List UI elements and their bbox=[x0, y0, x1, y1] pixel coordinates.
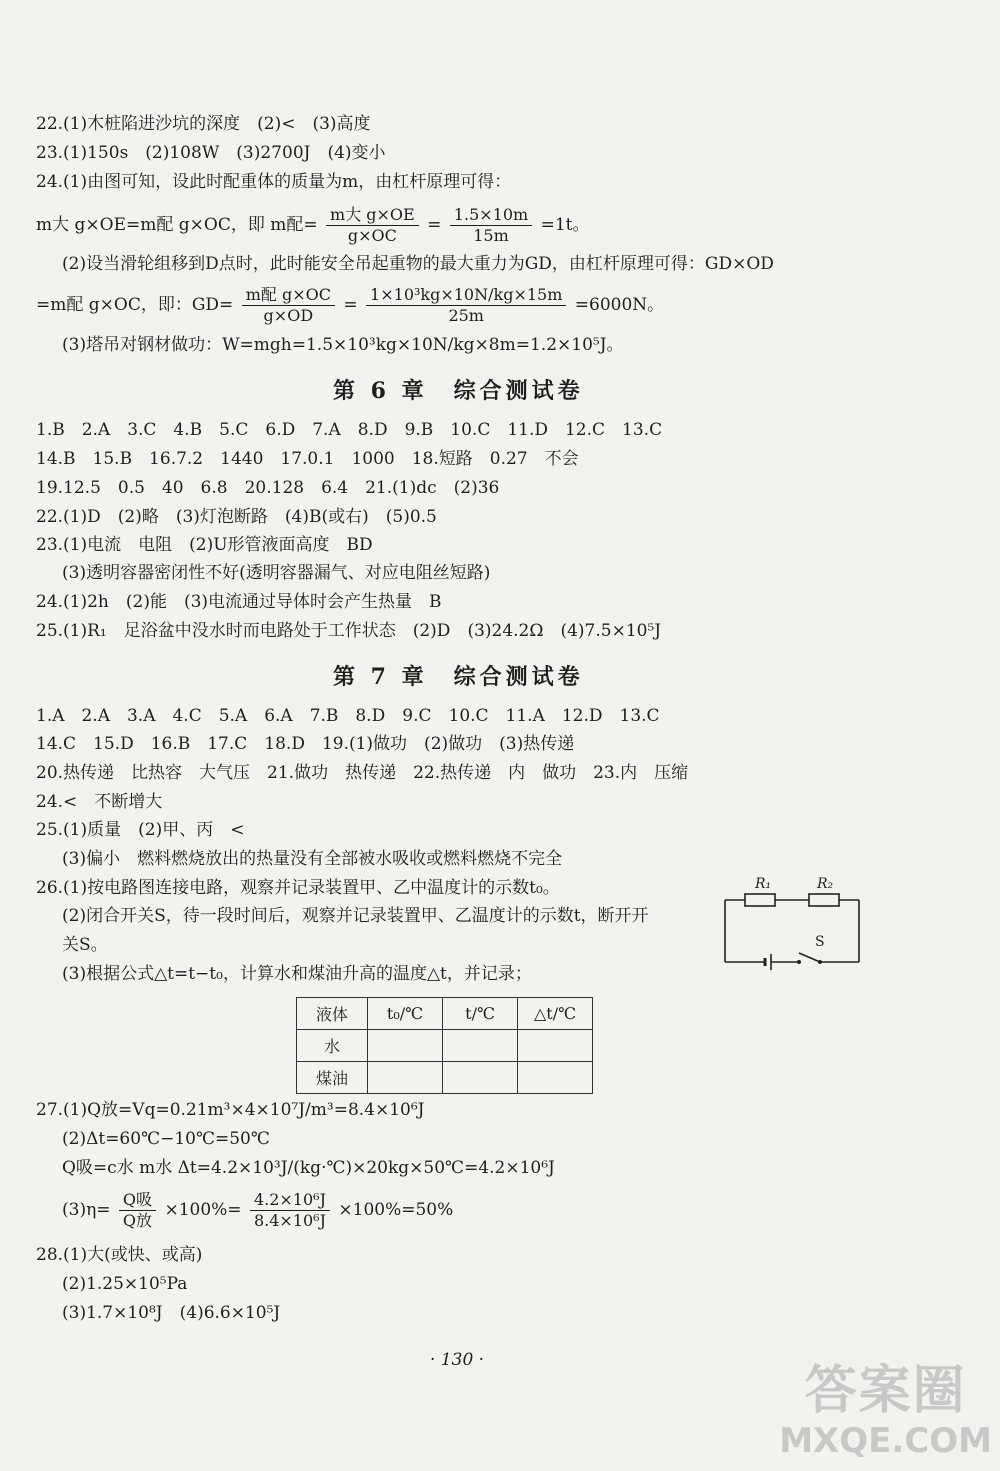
table-cell bbox=[443, 1030, 518, 1062]
table-cell: 煤油 bbox=[297, 1062, 368, 1094]
chapter-6-heading: 第 6 章 综合测试卷 bbox=[333, 378, 584, 404]
ch6-line: (3)透明容器密闭性不好(透明容器漏气、对应电阻丝短路) bbox=[62, 563, 491, 583]
ch6-line: 25.(1)R₁ 足浴盆中没水时而电路处于工作状态 (2)D (3)24.2Ω (4)7.5×10⁵J bbox=[36, 621, 662, 641]
table-row bbox=[297, 1030, 593, 1062]
answer-22: 22.(1)木桩陷进沙坑的深度 (2)< (3)高度 bbox=[36, 114, 371, 134]
ch7-line: 1.A 2.A 3.A 4.C 5.A 6.A 7.B 8.D 9.C 10.C 11.A 12.D 13.C bbox=[36, 706, 660, 726]
watermark-url: MXQE.COM bbox=[779, 1421, 992, 1461]
table-cell bbox=[443, 1062, 518, 1094]
fraction: $\frac{\text{1×10³kg×10N/kg×15m}}{25m}$ bbox=[366, 285, 566, 326]
answer-27-1: 27.(1)Q放=Vq=0.21m³×4×10⁷J/m³=8.4×10⁶J bbox=[36, 1100, 425, 1120]
resistor-r1 bbox=[745, 894, 775, 906]
circuit-diagram bbox=[715, 870, 865, 975]
ch6-line: 24.(1)2h (2)能 (3)电流通过导体时会产生热量 B bbox=[36, 592, 442, 612]
ch7-line: (3)偏小 燃料燃烧放出的热量没有全部被水吸收或燃料燃烧不完全 bbox=[62, 849, 563, 869]
ch7-line: 20.热传递 比热容 大气压 21.做功 热传递 22.热传递 内 做功 23.内 压缩 bbox=[36, 763, 689, 783]
answer-28-3: (3)1.7×10⁸J (4)6.6×10⁵J bbox=[62, 1303, 281, 1323]
table-cell: 水 bbox=[297, 1030, 368, 1062]
switch-contact bbox=[797, 960, 801, 964]
ch6-line: 14.B 15.B 16.7.2 1440 17.0.1 1000 18.短路 0.27 不会 bbox=[36, 449, 579, 469]
answer-28-2: (2)1.25×10⁵Pa bbox=[62, 1274, 188, 1294]
watermark-logo-text: 答案圈 bbox=[804, 1361, 967, 1421]
equation-2: =m配 g×OC，即：GD= $\frac{\text{m配 g×OC}}{g\times OD}$ = $\frac{\text{1×10³kg×10N/kg×15m}}{25m}$ =6000N。 bbox=[36, 285, 665, 325]
fraction: $\frac{\text{m配 g×OC}}{g\times OD}$ bbox=[242, 285, 335, 326]
fraction: $\frac{1.5\times 10m}{15m}$ bbox=[450, 205, 532, 246]
resistor-r2 bbox=[809, 894, 839, 906]
ch7-line: (2)闭合开关S，待一段时间后，观察并记录装置甲、乙温度计的示数t，断开开 bbox=[62, 906, 649, 926]
answer-27-2: (2)Δt=60℃−10℃=50℃ bbox=[62, 1129, 270, 1149]
table-cell bbox=[368, 1030, 443, 1062]
watermark bbox=[779, 1361, 992, 1461]
ch7-line: 25.(1)质量 (2)甲、丙 < bbox=[36, 820, 245, 840]
label-r1: R₁ bbox=[755, 876, 772, 892]
answer-24-3: (3)塔吊对钢材做功：W=mgh=1.5×10³kg×10N/kg×8m=1.2×10⁵J。 bbox=[62, 335, 624, 355]
equation-efficiency: (3)η= $\frac{\text{Q吸}}{\text{Q放}}$ ×100%= $\frac{\text{4.2×10⁶J}}{\text{8.4×10⁶J}}$ ×100%=50% bbox=[62, 1190, 454, 1230]
ch7-line: 14.C 15.D 16.B 17.C 18.D 19.(1)做功 (2)做功 (3)热传递 bbox=[36, 734, 575, 754]
table-header: t/℃ bbox=[443, 998, 518, 1030]
fraction: $\frac{\text{Q吸}}{\text{Q放}}$ bbox=[119, 1190, 156, 1231]
page-number: · 130 · bbox=[430, 1350, 485, 1370]
chapter-7-heading: 第 7 章 综合测试卷 bbox=[333, 664, 584, 690]
equation-1: m大 g×OE=m配 g×OC，即 m配= $\frac{\text{m大 g×OE}}{g\times OC}$ = $\frac{1.5\times 10m}{15m}$ =1t。 bbox=[36, 205, 590, 245]
table-cell bbox=[518, 1062, 593, 1094]
answer-24-2: (2)设当滑轮组移到D点时，此时能安全吊起重物的最大重力为GD，由杠杆原理可得：GD×OD bbox=[62, 254, 774, 274]
label-r2: R₂ bbox=[817, 876, 834, 892]
data-table bbox=[296, 997, 593, 1094]
fraction: $\frac{\text{m大 g×OE}}{g\times OC}$ bbox=[326, 205, 419, 246]
fraction: $\frac{\text{4.2×10⁶J}}{\text{8.4×10⁶J}}$ bbox=[250, 1190, 330, 1231]
ch7-line: 关S。 bbox=[62, 935, 108, 955]
label-switch: S bbox=[815, 934, 825, 950]
answer-28-1: 28.(1)大(或快、或高) bbox=[36, 1245, 203, 1265]
ch7-line: 26.(1)按电路图连接电路，观察并记录装置甲、乙中温度计的示数t₀。 bbox=[36, 878, 560, 898]
table-row bbox=[297, 1062, 593, 1094]
answer-24: 24.(1)由图可知，设此时配重体的质量为m，由杠杆原理可得： bbox=[36, 172, 512, 192]
ch6-line: 1.B 2.A 3.C 4.B 5.C 6.D 7.A 8.D 9.B 10.C 11.D 12.C 13.C bbox=[36, 420, 663, 440]
table-header-row bbox=[297, 998, 593, 1030]
table-header: t₀/℃ bbox=[368, 998, 443, 1030]
ch6-line: 22.(1)D (2)略 (3)灯泡断路 (4)B(或右) (5)0.5 bbox=[36, 507, 437, 527]
table-cell bbox=[518, 1030, 593, 1062]
table-header: 液体 bbox=[297, 998, 368, 1030]
table-cell bbox=[368, 1062, 443, 1094]
switch-contact bbox=[818, 960, 822, 964]
table-header: △t/℃ bbox=[518, 998, 593, 1030]
ch7-line: (3)根据公式△t=t−t₀，计算水和煤油升高的温度△t，并记录； bbox=[62, 964, 532, 984]
ch6-line: 23.(1)电流 电阻 (2)U形管液面高度 BD bbox=[36, 535, 373, 555]
answer-27-3: Q吸=c水 m水 Δt=4.2×10³J/(kg·℃)×20kg×50℃=4.2×10⁶J bbox=[62, 1158, 555, 1178]
answer-23: 23.(1)150s (2)108W (3)2700J (4)变小 bbox=[36, 143, 386, 163]
ch7-line: 24.< 不断增大 bbox=[36, 792, 163, 812]
ch6-line: 19.12.5 0.5 40 6.8 20.128 6.4 21.(1)dc (2)36 bbox=[36, 478, 500, 498]
